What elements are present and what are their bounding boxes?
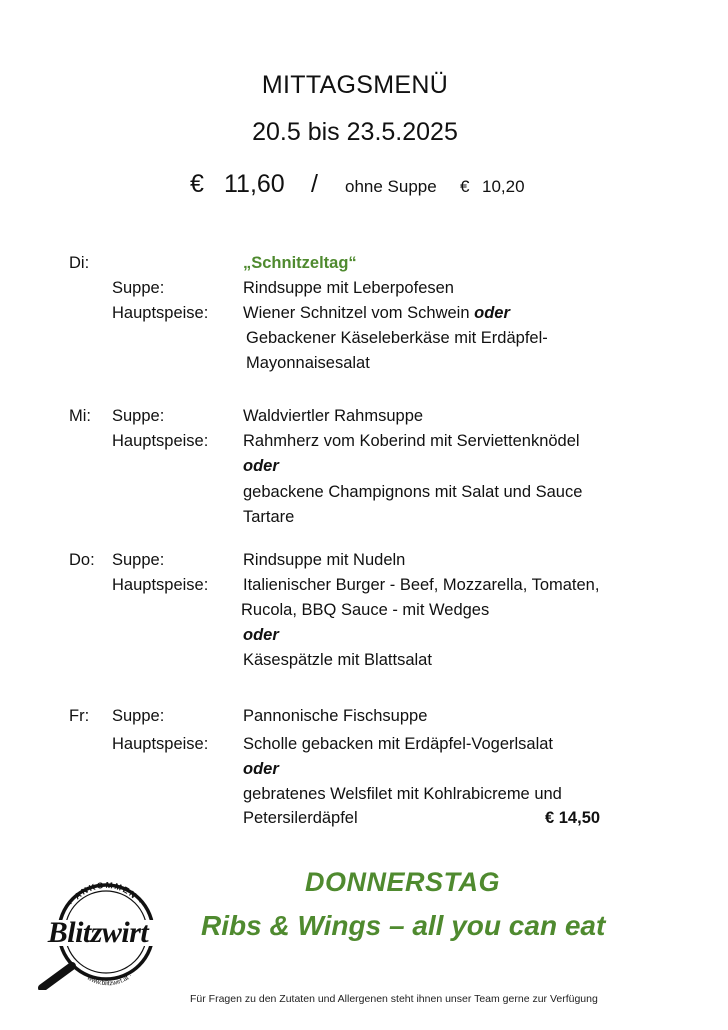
main-dish-line: Käsespätzle mit Blattsalat — [243, 651, 432, 669]
svg-text:Blitzwirt: Blitzwirt — [47, 916, 149, 949]
oder-label: oder — [243, 760, 279, 778]
main-label: Hauptspeise: — [112, 735, 209, 753]
main-label: Hauptspeise: — [112, 576, 209, 594]
promo-day: DONNERSTAG — [305, 867, 501, 897]
logo-graphic — [28, 880, 168, 990]
promo-offer: Ribs & Wings – all you can eat — [201, 910, 606, 941]
special-label: „Schnitzeltag“ — [243, 254, 357, 272]
extra-price: € 14,50 — [545, 809, 601, 827]
main-label: Hauptspeise: — [112, 432, 209, 450]
soup-label: Suppe: — [112, 407, 165, 425]
page-title: MITTAGSMENÜ — [261, 71, 449, 99]
menu-price: 11,60 — [224, 170, 285, 198]
soup-label: Suppe: — [112, 707, 165, 725]
day-label: Fr: — [69, 707, 90, 725]
price-currency: € — [190, 170, 204, 198]
day-label: Mi: — [69, 407, 91, 425]
main-dish-line: Petersilerdäpfel — [243, 809, 358, 827]
main-dish-line: Mayonnaisesalat — [246, 354, 370, 372]
main-dish-text: Wiener Schnitzel vom Schwein — [243, 304, 470, 322]
without-soup-currency: € — [460, 177, 470, 196]
svg-text:· www.blitzwirt.at ·: · www.blitzwirt.at · — [82, 972, 134, 988]
main-dish-line: Rahmherz vom Koberind mit Serviettenknödel — [243, 432, 580, 450]
main-dish-line: Rucola, BBQ Sauce - mit Wedges — [241, 601, 490, 619]
day-label: Do: — [69, 551, 95, 569]
main-dish-line: Gebackener Käseleberkäse mit Erdäpfel- — [246, 329, 548, 347]
main-dish-line — [243, 304, 510, 323]
oder-label: oder — [243, 626, 279, 644]
main-dish-line: Scholle gebacken mit Erdäpfel-Vogerlsalat — [243, 735, 554, 753]
without-soup-label: ohne Suppe — [345, 177, 437, 196]
soup-label: Suppe: — [112, 551, 165, 569]
day-label: Di: — [69, 254, 90, 272]
main-dish-line: Italienischer Burger - Beef, Mozzarella, Tomaten, — [243, 576, 600, 594]
soup-dish: Rindsuppe mit Leberpofesen — [243, 279, 454, 297]
soup-dish: Pannonische Fischsuppe — [243, 707, 428, 725]
main-dish-line: gebratenes Welsfilet mit Kohlrabicreme und — [243, 785, 562, 803]
main-label: Hauptspeise: — [112, 304, 209, 322]
soup-dish: Rindsuppe mit Nudeln — [243, 551, 406, 569]
oder-label: oder — [243, 457, 279, 475]
soup-label: Suppe: — [112, 279, 165, 297]
soup-dish: Waldviertler Rahmsuppe — [243, 407, 424, 425]
allergen-note: Für Fragen zu den Zutaten und Allergenen steht ihnen unser Team gerne zur Verfügung — [190, 993, 598, 1005]
main-dish-line: gebackene Champignons mit Salat und Sauce — [243, 483, 583, 501]
date-range: 20.5 bis 23.5.2025 — [252, 118, 458, 146]
svg-text:· ANKOMMEN ·: · ANKOMMEN · — [66, 880, 146, 908]
price-separator: / — [311, 170, 318, 198]
main-dish-line: Tartare — [243, 508, 295, 526]
without-soup-price: 10,20 — [482, 177, 525, 196]
oder-label: oder — [474, 304, 510, 322]
blitzwirt-logo — [28, 880, 168, 990]
